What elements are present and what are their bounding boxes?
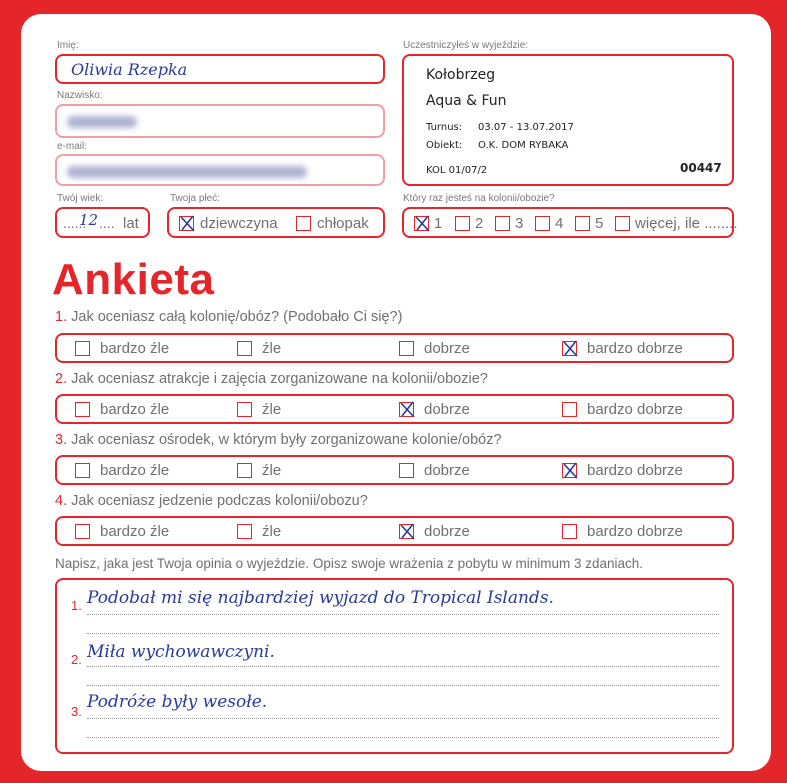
gender-option-label: chłopak (317, 215, 369, 232)
gender-option-label: dziewczyna (200, 215, 278, 232)
opinion-number: 3. (71, 704, 82, 719)
checkbox-zle[interactable] (237, 402, 252, 417)
checkmark-x-icon (178, 214, 197, 233)
checkbox-bardzo-zle[interactable] (75, 402, 90, 417)
camp-code: KOL 01/07/2 (426, 165, 488, 176)
rating-option-label: bardzo źle (100, 523, 170, 540)
name-value: Oliwia Rzepka (71, 60, 188, 79)
camp-number: 00447 (680, 161, 722, 175)
name-label: Imię: (57, 40, 79, 51)
opinion-answer: Miła wychowawczyni. (87, 642, 275, 662)
surname-label: Nazwisko: (57, 90, 103, 101)
rating-option-label: źle (262, 462, 282, 479)
checkmark-x-icon (561, 461, 580, 480)
rating-option-label: bardzo źle (100, 340, 170, 357)
checkbox-times-4[interactable] (535, 216, 550, 231)
opinion-answer: Podróże były wesołe. (87, 692, 268, 712)
times-option-label: 3 (515, 215, 524, 232)
rating-option-label: źle (262, 401, 282, 418)
rating-row (55, 333, 734, 363)
opinion-box[interactable] (55, 578, 734, 754)
surname-field[interactable] (55, 104, 385, 138)
turnus-label: Turnus: (426, 122, 463, 133)
checkbox-bardzo-dobrze[interactable] (562, 524, 577, 539)
rating-option-label: dobrze (424, 401, 470, 418)
checkbox-zle[interactable] (237, 341, 252, 356)
question-number: 1. (55, 309, 68, 325)
checkbox-times-5[interactable] (575, 216, 590, 231)
opinion-number: 2. (71, 652, 82, 667)
checkbox-bardzo-dobrze[interactable] (562, 463, 577, 478)
checkbox-dziewczyna[interactable] (179, 216, 194, 231)
question-text (55, 432, 502, 448)
opinion-answer: Podobał mi się najbardziej wyjazd do Tropical Islands. (87, 588, 554, 608)
checkbox-bardzo-dobrze[interactable] (562, 341, 577, 356)
gender-label: Twoja płeć: (170, 193, 221, 204)
checkbox-times-2[interactable] (455, 216, 470, 231)
question-label: Jak oceniasz jedzenie podczas kolonii/obozu? (71, 493, 368, 509)
rating-row (55, 516, 734, 546)
checkmark-x-icon (398, 400, 417, 419)
times-field (402, 207, 738, 238)
checkbox-times-3[interactable] (495, 216, 510, 231)
age-label: Twój wiek: (57, 193, 104, 204)
checkbox-zle[interactable] (237, 463, 252, 478)
question-number: 4. (55, 493, 68, 509)
checkbox-dobrze[interactable] (399, 402, 414, 417)
rating-row (55, 394, 734, 424)
rating-option-label: bardzo dobrze (587, 340, 683, 357)
email-field[interactable] (55, 154, 385, 186)
writing-line (87, 718, 719, 719)
rating-option-label: bardzo dobrze (587, 462, 683, 479)
age-dots-right: .... (99, 215, 115, 231)
camp-info-box (402, 54, 734, 186)
times-option-label: więcej, ile ........ (635, 215, 738, 232)
gender-field (167, 207, 385, 238)
question-label: Jak oceniasz całą kolonię/obóz? (Podobało Ci się?) (71, 309, 403, 325)
camp-header-label: Uczestniczyłeś w wyjeździe: (403, 40, 529, 51)
camp-city: Kołobrzeg (426, 67, 496, 83)
name-field[interactable] (55, 54, 385, 84)
checkbox-dobrze[interactable] (399, 524, 414, 539)
writing-line (87, 633, 719, 634)
checkbox-times-more[interactable] (615, 216, 630, 231)
object-label: Obiekt: (426, 140, 463, 151)
camp-program: Aqua & Fun (426, 93, 507, 109)
checkbox-times-1[interactable] (414, 216, 429, 231)
writing-line (87, 737, 719, 738)
writing-line (87, 614, 719, 615)
question-label: Jak oceniasz atrakcje i zajęcia zorganizowane na kolonii/obozie? (71, 371, 488, 387)
question-text (55, 371, 488, 387)
question-label: Jak oceniasz ośrodek, w którym były zorganizowane kolonie/obóz? (71, 432, 502, 448)
rating-option-label: bardzo źle (100, 462, 170, 479)
checkbox-dobrze[interactable] (399, 341, 414, 356)
checkbox-bardzo-dobrze[interactable] (562, 402, 577, 417)
checkbox-bardzo-zle[interactable] (75, 463, 90, 478)
checkbox-bardzo-zle[interactable] (75, 341, 90, 356)
times-label: Który raz jesteś na kolonii/obozie? (403, 193, 555, 204)
times-option-label: 2 (475, 215, 484, 232)
checkmark-x-icon (561, 339, 580, 358)
email-blurred (67, 166, 307, 178)
question-text (55, 493, 368, 509)
age-value: 12 (79, 211, 99, 229)
times-option-label: 5 (595, 215, 604, 232)
question-number: 2. (55, 371, 68, 387)
age-dots-left: ...... (63, 215, 87, 231)
rating-option-label: dobrze (424, 462, 470, 479)
rating-option-label: dobrze (424, 340, 470, 357)
question-number: 3. (55, 432, 68, 448)
page-title: Ankieta (52, 255, 215, 304)
rating-option-label: źle (262, 523, 282, 540)
opinion-prompt: Napisz, jaka jest Twoja opinia o wyjeździe. Opisz swoje wrażenia z pobytu w minimum 3 zdaniach. (55, 556, 644, 571)
writing-line (87, 685, 719, 686)
checkbox-dobrze[interactable] (399, 463, 414, 478)
rating-option-label: bardzo źle (100, 401, 170, 418)
rating-option-label: dobrze (424, 523, 470, 540)
checkbox-zle[interactable] (237, 524, 252, 539)
object-value: O.K. DOM RYBAKA (478, 140, 569, 151)
turnus-value: 03.07 - 13.07.2017 (478, 122, 574, 133)
question-text (55, 309, 402, 325)
age-field[interactable] (55, 207, 150, 238)
writing-line (87, 666, 719, 667)
rating-option-label: źle (262, 340, 282, 357)
checkmark-x-icon (398, 522, 417, 541)
surname-blurred (67, 116, 137, 128)
rating-row (55, 455, 734, 485)
checkmark-x-icon (413, 214, 432, 233)
times-option-label: 1 (434, 215, 443, 232)
rating-option-label: bardzo dobrze (587, 401, 683, 418)
age-unit: lat (123, 215, 139, 232)
opinion-number: 1. (71, 598, 82, 613)
times-option-label: 4 (555, 215, 564, 232)
checkbox-bardzo-zle[interactable] (75, 524, 90, 539)
email-label: e-mail: (57, 141, 88, 152)
rating-option-label: bardzo dobrze (587, 523, 683, 540)
checkbox-chlopak[interactable] (296, 216, 311, 231)
